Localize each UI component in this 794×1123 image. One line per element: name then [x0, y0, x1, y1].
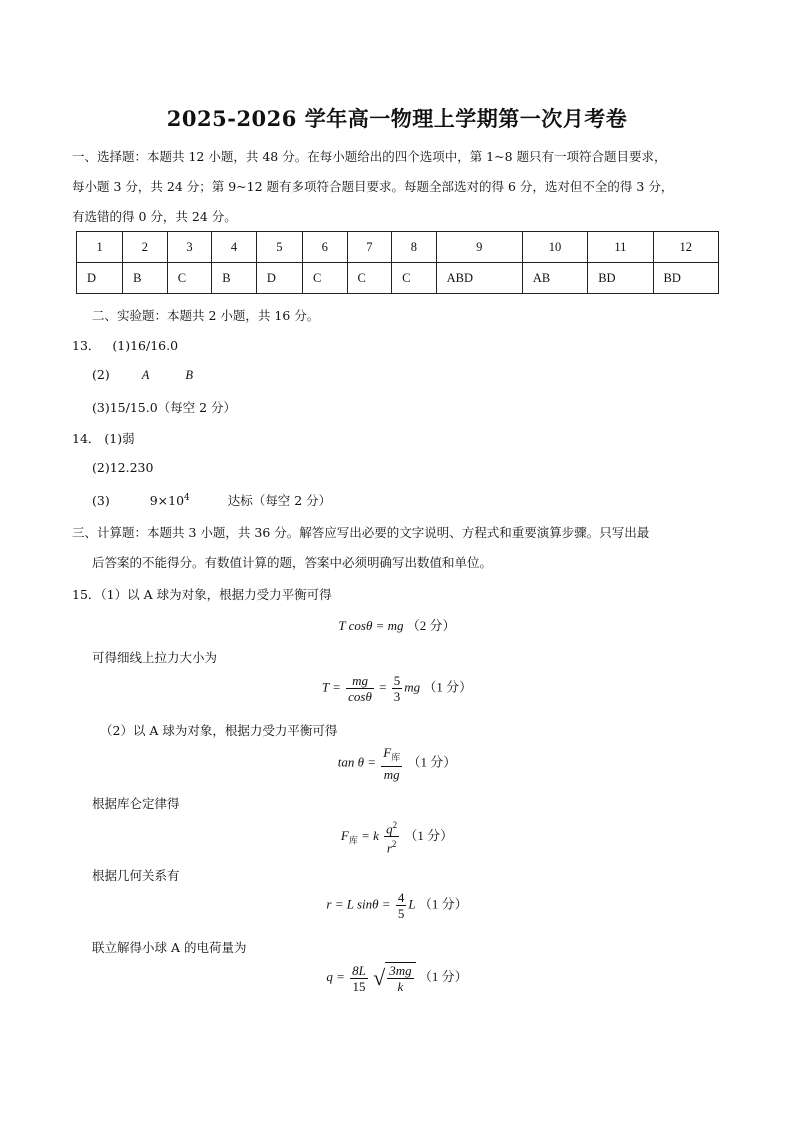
q13-answer-2-label: (2): [92, 367, 110, 382]
equation-3: [0, 745, 794, 782]
answer-number: 7: [347, 232, 392, 263]
q13-answer-2b: B: [185, 368, 193, 382]
equation-5-score: （1 分）: [418, 896, 468, 912]
equation-5-numerator: 4: [397, 890, 405, 905]
equation-5-fraction: [396, 890, 407, 921]
q14-answer-3-value: 9×10: [149, 493, 185, 508]
equation-1: [0, 615, 794, 634]
answer-number: 12: [653, 232, 718, 263]
equation-4-score: （1 分）: [404, 827, 454, 843]
q13-number: 13．: [72, 338, 101, 353]
equation-6: [0, 962, 794, 994]
answer-value: BD: [653, 263, 718, 294]
answer-number: 11: [588, 232, 653, 263]
equation-2-tail: mg: [404, 679, 421, 695]
equation-5: [0, 890, 794, 921]
answer-value: C: [347, 263, 392, 294]
answer-value: D: [256, 263, 302, 294]
equation-4-subscript: 库: [348, 835, 358, 846]
equation-3-fraction: [381, 745, 402, 782]
q14-number: 14．: [72, 431, 101, 446]
equation-4-num-exponent: 2: [392, 820, 398, 830]
answer-value: B: [212, 263, 257, 294]
answer-number-row: [77, 232, 719, 263]
answer-value: ABD: [436, 263, 522, 294]
equation-4-denominator: [384, 837, 399, 855]
equation-6-score: （1 分）: [418, 968, 468, 984]
equation-6-sqrt: [373, 962, 415, 994]
equation-3-denominator: mg: [383, 766, 400, 782]
answer-number: 5: [256, 232, 302, 263]
equation-4-distance: r: [386, 840, 392, 856]
answer-number: 2: [123, 232, 168, 263]
equation-6-inner-fraction: [387, 963, 413, 994]
section1-line1: 一、选择题：本题共 12 小题，共 48 分。在每小题给出的四个选项中，第 1~8 题只有一项符合题目要求，: [72, 149, 667, 164]
section2-heading: 二、实验题：本题共 2 小题，共 16 分。: [92, 308, 320, 323]
equation-2: [0, 673, 794, 704]
q15-intro: 15．（1）以 A 球为对象，根据力受力平衡可得: [72, 587, 332, 602]
q15-part2: （2）以 A 球为对象，根据力受力平衡可得: [100, 723, 338, 738]
answer-value: C: [167, 263, 212, 294]
equation-2-lhs: T =: [321, 679, 341, 695]
q13-line1: [72, 336, 178, 354]
q13-answer-3: (3)15/15.0（每空 2 分）: [92, 400, 237, 415]
equation-6-lhs: q =: [326, 968, 345, 984]
equation-6-radicand: [385, 962, 415, 994]
equation-5-tail: L: [408, 896, 416, 912]
equation-6-fraction: [350, 963, 368, 994]
section3-line1: 三、计算题：本题共 3 小题，共 36 分。解答应写出必要的文字说明、方程式和重要演算步骤。只写出最: [72, 525, 650, 540]
equation-3-subscript: 库: [391, 752, 401, 763]
equation-4-numerator: [384, 818, 399, 837]
equation-5-denominator: 5: [397, 906, 405, 921]
q14-answer-1: (1)弱: [104, 431, 135, 446]
equation-1-body: T cosθ = mg: [338, 618, 404, 633]
equation-2-score: （1 分）: [423, 679, 473, 695]
answer-value: BD: [588, 263, 653, 294]
answer-number: 8: [392, 232, 437, 263]
answer-number: 9: [436, 232, 522, 263]
answer-value: AB: [522, 263, 587, 294]
equation-4-charge: q: [386, 821, 393, 837]
equation-2-fraction: [346, 673, 374, 704]
answer-number: 6: [302, 232, 347, 263]
equation-4: [0, 818, 794, 856]
equation-6-denominator: 15: [352, 978, 366, 994]
text-tension: 可得细线上拉力大小为: [92, 650, 218, 665]
section3-line2: 后答案的不能得分。有数值计算的题，答案中必须明确写出数值和单位。: [92, 555, 493, 570]
section1-line2: 每小题 3 分，共 24 分；第 9~12 题有多项符合题目要求。每题全部选对的得 6 分，选对但不全的得 3 分，: [72, 179, 674, 194]
equation-3-lhs: tan θ =: [337, 754, 377, 770]
q13-line2: [92, 367, 193, 383]
equation-1-score: （2 分）: [406, 618, 456, 633]
q14-line1: [72, 429, 135, 447]
answer-value: C: [392, 263, 437, 294]
equation-2-numerator: mg: [346, 673, 374, 689]
equation-3-numerator: [381, 745, 402, 767]
answer-value-row: [77, 263, 719, 294]
equation-2-coefficient: [392, 673, 403, 704]
answer-table: [76, 231, 719, 294]
text-result: 联立解得小球 A 的电荷量为: [92, 940, 247, 955]
equation-3-force: F: [383, 745, 392, 760]
equation-2-equals: =: [379, 679, 387, 695]
answer-value: D: [77, 263, 123, 294]
q13-answer-2a: A: [141, 368, 150, 382]
q14-line3: [92, 491, 331, 509]
equation-2-denominator: cosθ: [348, 689, 372, 704]
text-coulomb: 根据库仑定律得: [92, 796, 180, 811]
equation-5-lhs: r = L sinθ =: [326, 896, 391, 912]
answer-value: C: [302, 263, 347, 294]
answer-value: B: [123, 263, 168, 294]
q14-answer-2: (2)12.230: [92, 460, 154, 475]
equation-4-lhs: F: [340, 827, 349, 843]
equation-6-inner-numerator: 3mg: [389, 963, 412, 978]
q13-answer-1: (1)16/16.0: [112, 338, 179, 353]
q14-answer-3-exponent: 4: [184, 492, 190, 503]
sqrt-icon: √: [373, 965, 386, 990]
answer-number: 1: [77, 232, 123, 263]
equation-6-inner-denominator: k: [397, 979, 404, 994]
equation-3-score: （1 分）: [407, 754, 457, 770]
equation-2-coef-denominator: 3: [393, 689, 401, 704]
equation-6-numerator: 8L: [352, 962, 366, 978]
q14-answer-3-label: (3): [92, 493, 110, 508]
section1-line3: 有选错的得 0 分，共 24 分。: [72, 209, 237, 224]
answer-number: 3: [167, 232, 212, 263]
equation-4-den-exponent: 2: [391, 839, 397, 850]
answer-number: 4: [212, 232, 257, 263]
q14-answer-3-tail: 达标（每空 2 分）: [227, 493, 332, 508]
page-title: 2025-2026 学年高一物理上学期第一次月考卷: [166, 106, 628, 131]
equation-4-mid: = k: [361, 827, 379, 843]
text-geometry: 根据几何关系有: [92, 868, 180, 883]
equation-2-coef-numerator: 5: [393, 673, 401, 688]
answer-number: 10: [522, 232, 587, 263]
equation-4-fraction: [384, 818, 399, 856]
